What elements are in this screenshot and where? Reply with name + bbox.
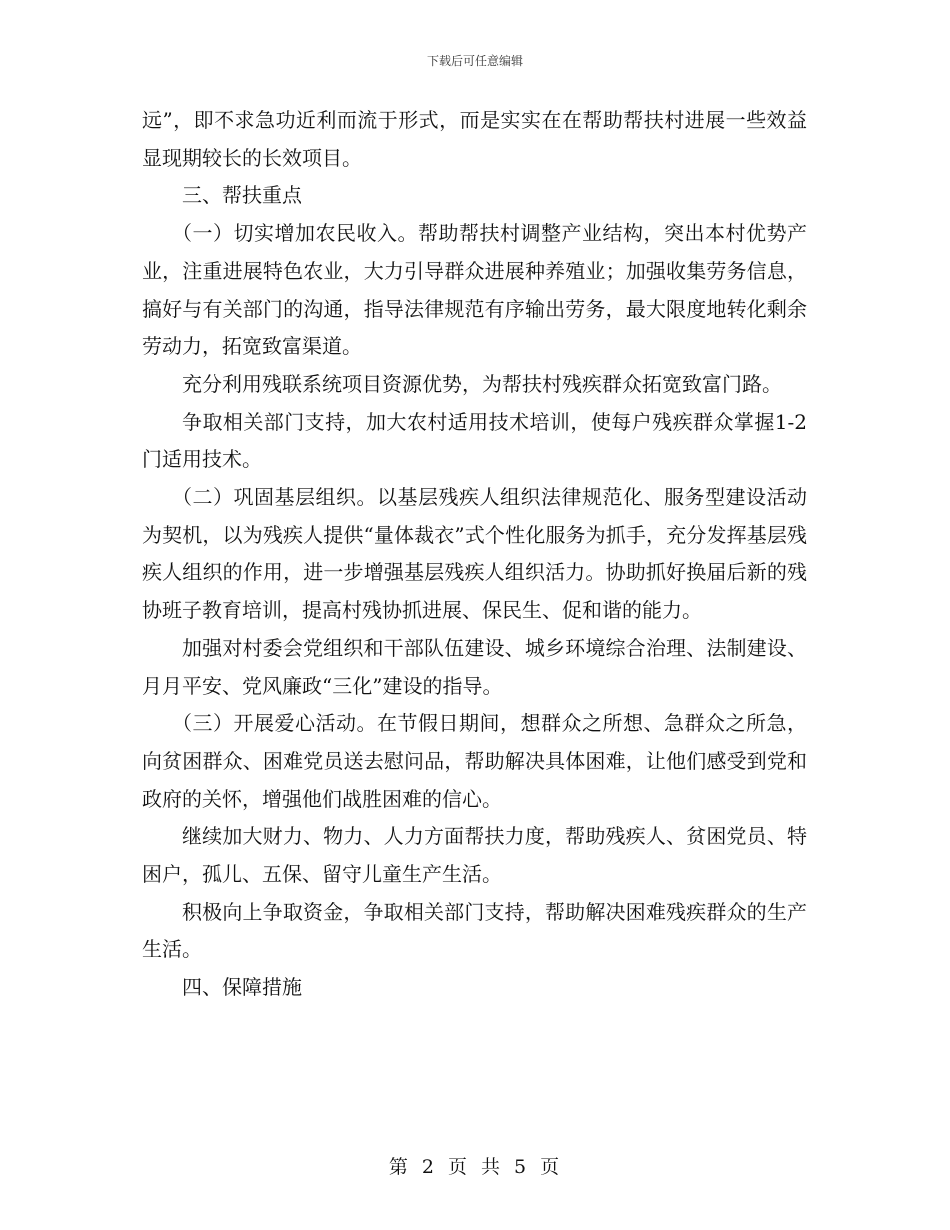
paragraph-increase-income: （一）切实增加农民收入。帮助帮扶村调整产业结构，突出本村优势产业，注重进展特色农业，大力引导群众进展种养殖业；加强收集劳务信息，搞好与有关部门的沟通，指导法律规范有序输出劳务，最大限度地转化剩余劳动力，拓宽致富渠道。: [142, 221, 807, 359]
page-header: 下载后可任意编辑: [426, 54, 523, 68]
section-heading-4: 四、保障措施: [182, 975, 302, 1000]
paragraph-technical-training: 争取相关部门支持，加大农村适用技术培训，使每户残疾群众掌握1-2门适用技术。: [142, 409, 807, 472]
paragraph-grassroots-organization: （二）巩固基层组织。以基层残疾人组织法律规范化、服务型建设活动为契机，以为残疾人提供“量体裁衣”式个性化服务为抓手，充分发挥基层残疾人组织的作用，进一步增强基层残疾人组织活力。协助抓好换届后新的残协班子教育培训，提高村残协抓进展、保民生、促和谐的能力。: [142, 485, 807, 623]
page-number-footer: 第 2 页 共 5 页: [388, 1156, 562, 1178]
section-heading-3: 三、帮扶重点: [182, 183, 302, 208]
paragraph-project-resources: 充分利用残联系统项目资源优势，为帮扶村残疾群众拓宽致富门路。: [182, 371, 782, 396]
paragraph-caring-activities: （三）开展爱心活动。在节假日期间，想群众之所想、急群众之所急，向贫困群众、困难党员送去慰问品，帮助解决具体困难，让他们感受到党和政府的关怀，增强他们战胜困难的信心。: [142, 711, 807, 811]
paragraph-party-guidance: 加强对村委会党组织和干部队伍建设、城乡环境综合治理、法制建设、月月平安、党风廉政“三化”建设的指导。: [142, 635, 807, 698]
paragraph-support-efforts: 继续加大财力、物力、人力方面帮扶力度，帮助残疾人、贫困党员、特困户，孤儿、五保、留守儿童生产生活。: [142, 824, 807, 887]
document-body: [142, 102, 807, 1007]
paragraph-continuation: 远”，即不求急功近利而流于形式，而是实实在在帮助帮扶村进展一些效益显现期较长的长效项目。: [142, 108, 807, 170]
paragraph-funding: 积极向上争取资金，争取相关部门支持，帮助解决困难残疾群众的生产生活。: [142, 899, 807, 962]
